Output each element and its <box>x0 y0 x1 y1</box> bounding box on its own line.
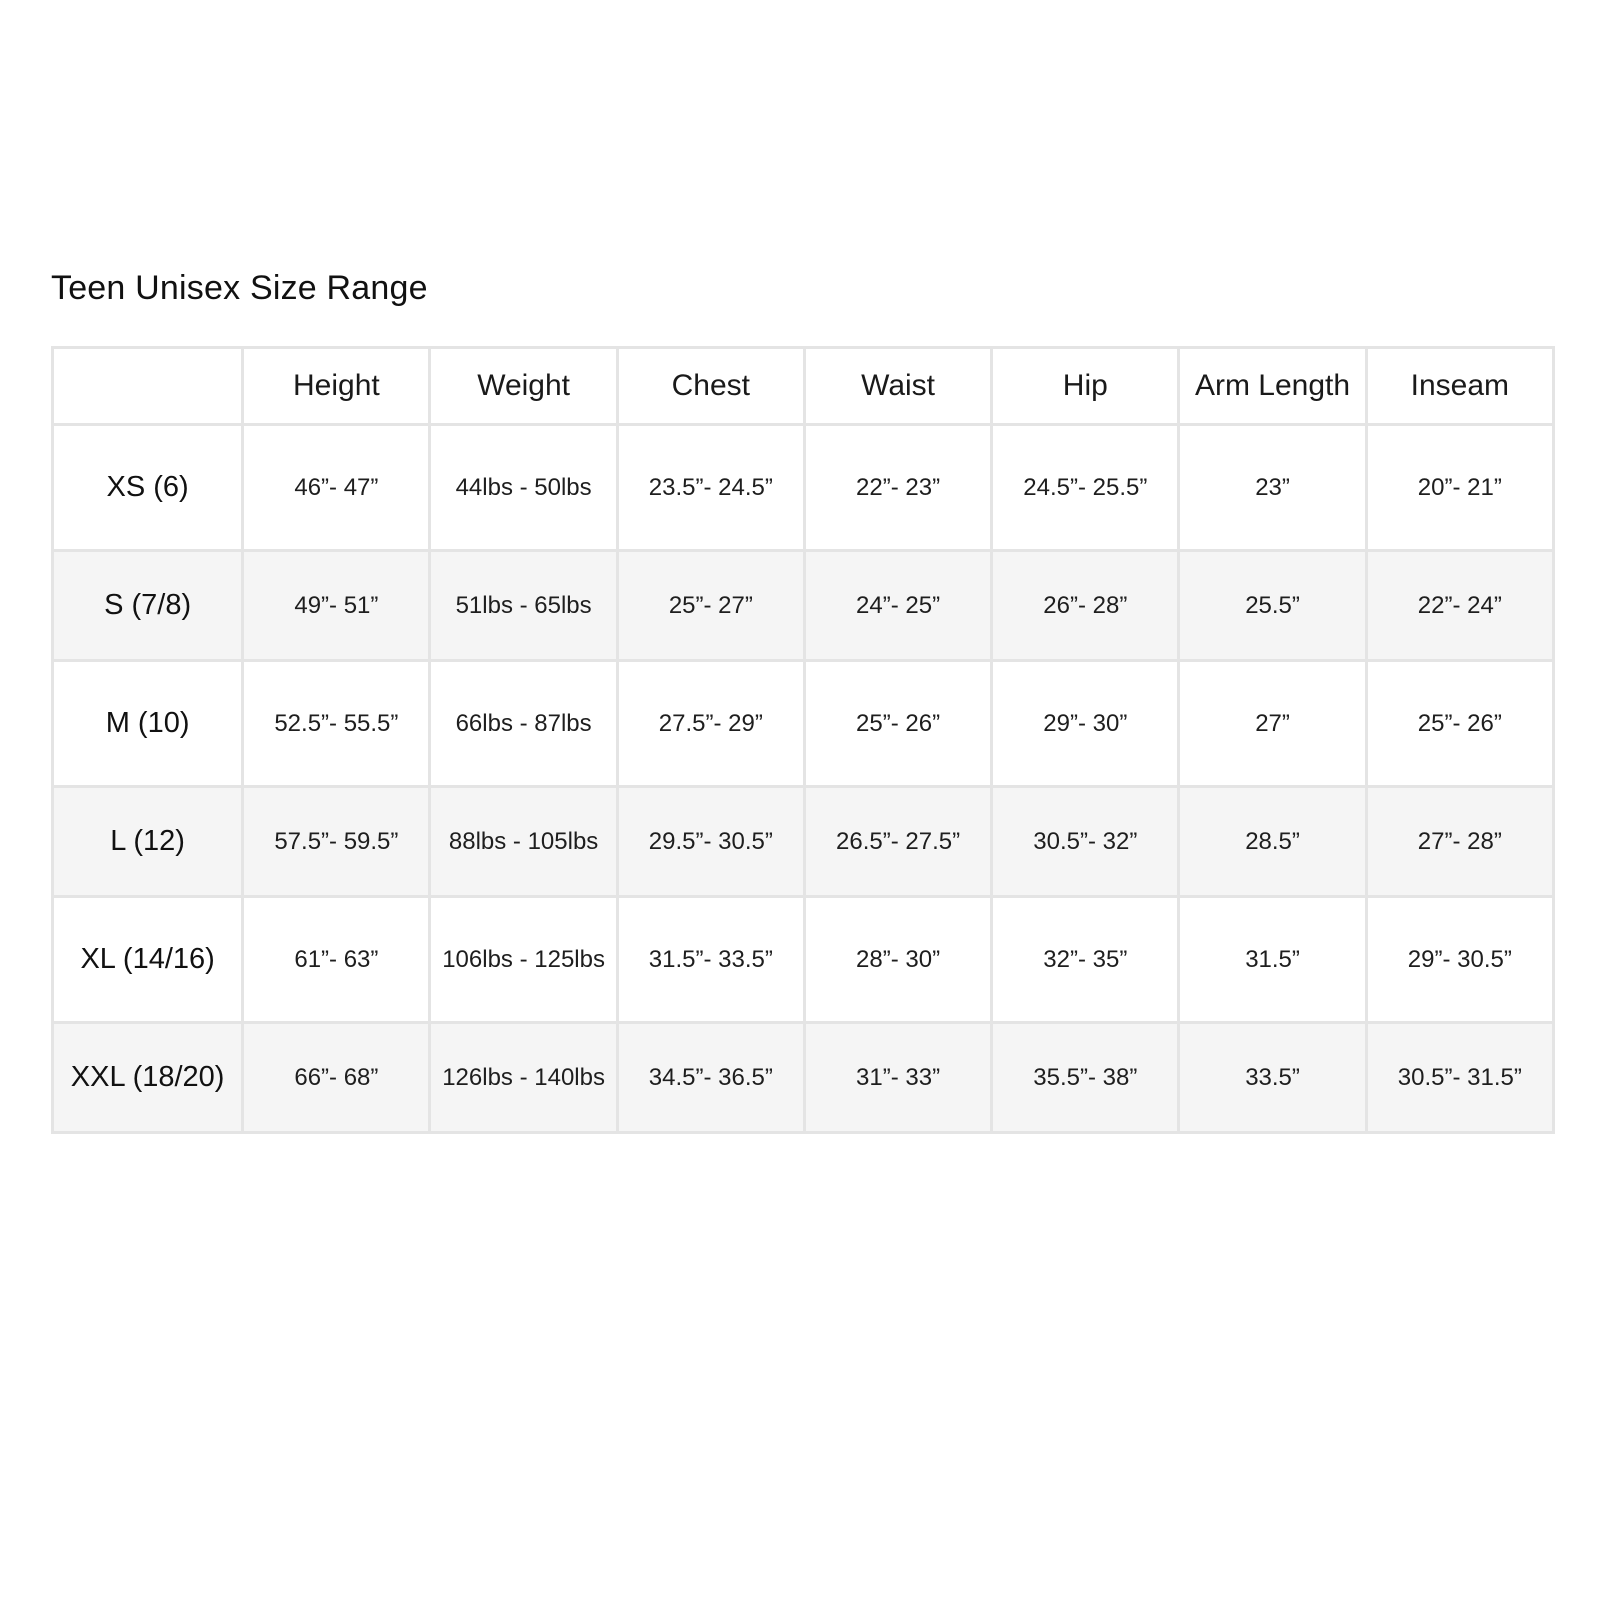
height-cell: 52.5”- 55.5” <box>243 661 430 787</box>
column-header-inseam: Inseam <box>1366 348 1553 425</box>
size-label: XS (6) <box>53 425 243 551</box>
waist-cell: 25”- 26” <box>804 661 991 787</box>
inseam-cell: 30.5”- 31.5” <box>1366 1023 1553 1133</box>
hip-cell: 35.5”- 38” <box>992 1023 1179 1133</box>
weight-cell: 66lbs - 87lbs <box>430 661 617 787</box>
column-header-height: Height <box>243 348 430 425</box>
chest-cell: 23.5”- 24.5” <box>617 425 804 551</box>
size-label: S (7/8) <box>53 551 243 661</box>
arm-length-cell: 28.5” <box>1179 787 1366 897</box>
waist-cell: 26.5”- 27.5” <box>804 787 991 897</box>
weight-cell: 106lbs - 125lbs <box>430 897 617 1023</box>
column-header-weight: Weight <box>430 348 617 425</box>
weight-cell: 51lbs - 65lbs <box>430 551 617 661</box>
weight-cell: 126lbs - 140lbs <box>430 1023 617 1133</box>
arm-length-cell: 33.5” <box>1179 1023 1366 1133</box>
page-title: Teen Unisex Size Range <box>51 269 428 307</box>
column-header-waist: Waist <box>804 348 991 425</box>
height-cell: 66”- 68” <box>243 1023 430 1133</box>
table-row <box>53 661 1554 787</box>
size-chart-table <box>51 346 1555 1134</box>
weight-cell: 44lbs - 50lbs <box>430 425 617 551</box>
arm-length-cell: 31.5” <box>1179 897 1366 1023</box>
inseam-cell: 29”- 30.5” <box>1366 897 1553 1023</box>
header-row <box>53 348 1554 425</box>
height-cell: 49”- 51” <box>243 551 430 661</box>
column-header-arm-length: Arm Length <box>1179 348 1366 425</box>
hip-cell: 30.5”- 32” <box>992 787 1179 897</box>
arm-length-cell: 27” <box>1179 661 1366 787</box>
size-label: M (10) <box>53 661 243 787</box>
arm-length-cell: 23” <box>1179 425 1366 551</box>
waist-cell: 24”- 25” <box>804 551 991 661</box>
waist-cell: 31”- 33” <box>804 1023 991 1133</box>
height-cell: 46”- 47” <box>243 425 430 551</box>
table-row <box>53 1023 1554 1133</box>
chest-cell: 27.5”- 29” <box>617 661 804 787</box>
inseam-cell: 27”- 28” <box>1366 787 1553 897</box>
table-row <box>53 787 1554 897</box>
chest-cell: 31.5”- 33.5” <box>617 897 804 1023</box>
table-row <box>53 425 1554 551</box>
inseam-cell: 25”- 26” <box>1366 661 1553 787</box>
waist-cell: 28”- 30” <box>804 897 991 1023</box>
size-label: XL (14/16) <box>53 897 243 1023</box>
height-cell: 61”- 63” <box>243 897 430 1023</box>
column-header-chest: Chest <box>617 348 804 425</box>
inseam-cell: 20”- 21” <box>1366 425 1553 551</box>
table-row <box>53 897 1554 1023</box>
height-cell: 57.5”- 59.5” <box>243 787 430 897</box>
hip-cell: 29”- 30” <box>992 661 1179 787</box>
waist-cell: 22”- 23” <box>804 425 991 551</box>
corner-cell <box>53 348 243 425</box>
inseam-cell: 22”- 24” <box>1366 551 1553 661</box>
weight-cell: 88lbs - 105lbs <box>430 787 617 897</box>
chest-cell: 34.5”- 36.5” <box>617 1023 804 1133</box>
arm-length-cell: 25.5” <box>1179 551 1366 661</box>
size-label: XXL (18/20) <box>53 1023 243 1133</box>
hip-cell: 32”- 35” <box>992 897 1179 1023</box>
size-label: L (12) <box>53 787 243 897</box>
hip-cell: 24.5”- 25.5” <box>992 425 1179 551</box>
chest-cell: 25”- 27” <box>617 551 804 661</box>
table-row <box>53 551 1554 661</box>
column-header-hip: Hip <box>992 348 1179 425</box>
chest-cell: 29.5”- 30.5” <box>617 787 804 897</box>
hip-cell: 26”- 28” <box>992 551 1179 661</box>
